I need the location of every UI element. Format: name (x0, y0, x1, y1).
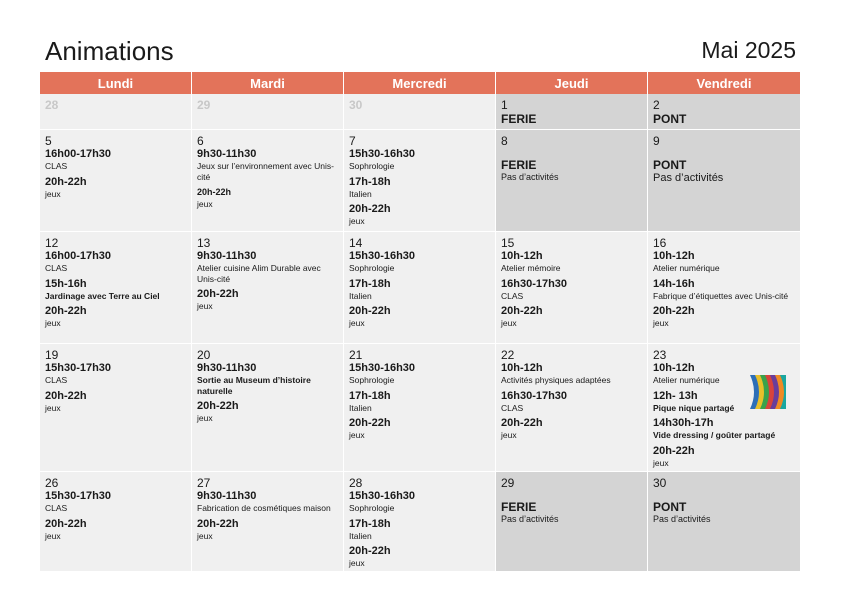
day-cell (344, 232, 496, 344)
day-cell (192, 472, 344, 572)
activity (349, 490, 490, 514)
activity-label: CLAS (45, 375, 68, 385)
activity-label: jeux (45, 318, 61, 328)
activity-label: jeux (349, 558, 365, 568)
activity-time: 9h30-11h30 (197, 250, 257, 262)
activity-label: Sophrologie (349, 161, 395, 171)
day-header: Jeudi (496, 72, 648, 94)
day-header: Mardi (192, 72, 344, 94)
day-status: FERIE (501, 158, 537, 172)
activity (349, 250, 490, 274)
activity-time: 14h-16h (653, 277, 695, 290)
activity-label: Atelier mémoire (501, 263, 561, 273)
activity-time: 9h30-11h30 (197, 148, 257, 160)
day-number: 16 (653, 236, 667, 250)
activity-label: jeux (501, 318, 517, 328)
activity-time: 16h00-17h30 (45, 250, 112, 262)
day-number: 30 (349, 98, 363, 112)
activity (197, 400, 338, 424)
activity-time: 9h30-11h30 (197, 490, 257, 502)
activity (653, 278, 795, 302)
day-cell (496, 130, 648, 232)
activity-label: Fabrique d’étiquettes avec Unis-cité (653, 290, 789, 301)
activity-time: 10h-12h (501, 362, 543, 374)
activity (45, 518, 186, 542)
activity (501, 305, 642, 329)
activity-label: jeux (197, 301, 213, 311)
day-cell (344, 472, 496, 572)
day-number: 27 (197, 476, 211, 490)
activity-label: Italien (349, 530, 372, 541)
day-status: FERIE (501, 500, 537, 514)
activity-label: jeux (653, 457, 669, 468)
spacer (501, 490, 642, 500)
day-note: Pas d’activités (653, 172, 724, 184)
activity (349, 176, 490, 200)
activity-time: 17h-18h (349, 389, 391, 402)
activity (45, 148, 186, 172)
day-cell (40, 94, 192, 130)
activity-label: jeux (653, 318, 669, 328)
day-header: Lundi (40, 72, 192, 94)
activity-time: 15h30-16h30 (349, 148, 416, 160)
activity (349, 518, 490, 542)
activity-time: 16h30-17h30 (501, 277, 568, 290)
spacer (501, 148, 642, 158)
day-status: PONT (653, 158, 687, 172)
day-cell (344, 344, 496, 472)
day-cell (496, 344, 648, 472)
activity (501, 362, 642, 386)
activity-time: 20h-22h (197, 400, 239, 412)
activity-time: 20h-22h (501, 417, 543, 429)
day-number: 15 (501, 236, 515, 250)
activity-time: 17h-18h (349, 517, 391, 530)
activity-time: 20h-22h (653, 444, 695, 457)
spacer (653, 148, 795, 158)
activity-label: Sortie au Museum d’histoire naturelle (197, 375, 311, 396)
day-cell (192, 232, 344, 344)
activity-label: Fabrication de cosmétiques maison (197, 503, 331, 513)
day-cell (40, 232, 192, 344)
activity-label: CLAS (501, 402, 524, 413)
day-cell (40, 130, 192, 232)
activity (197, 362, 338, 396)
activity-time: 17h-18h (349, 277, 391, 290)
activity-label: Italien (349, 188, 372, 199)
activity (349, 545, 490, 569)
day-cell (192, 130, 344, 232)
activity-time: 20h-22h (45, 517, 87, 530)
month-label: Mai 2025 (701, 37, 796, 63)
fabric-image-icon (750, 375, 786, 409)
activity-time: 20h-22h (349, 545, 391, 557)
day-note: Pas d’activités (653, 514, 711, 524)
activity (45, 490, 186, 514)
activity-time: 15h30-17h30 (45, 490, 112, 502)
activity-time: 10h-12h (501, 250, 543, 262)
activity (45, 362, 186, 386)
day-number: 1 (501, 98, 508, 112)
day-number: 9 (653, 134, 660, 148)
activity-label: jeux (349, 216, 365, 226)
activity-label: CLAS (45, 263, 68, 273)
activity-label: Sophrologie (349, 503, 395, 513)
activity-time: 20h-22h (349, 417, 391, 429)
activity (197, 250, 338, 284)
day-number: 19 (45, 348, 59, 362)
day-note: Pas d’activités (501, 172, 559, 182)
day-cell (648, 472, 801, 572)
activity-time: 10h-12h (653, 250, 695, 262)
activity-label: Activités physiques adaptées (501, 375, 611, 385)
activity-label: jeux (45, 188, 61, 199)
activity-label: Italien (349, 402, 372, 413)
day-number: 12 (45, 236, 59, 250)
day-number: 7 (349, 134, 356, 148)
activity (349, 203, 490, 227)
activity (197, 288, 338, 312)
day-header: Mercredi (344, 72, 496, 94)
day-cell (496, 94, 648, 130)
day-number: 8 (501, 134, 508, 148)
day-cell (192, 94, 344, 130)
activity-time: 14h30h-17h (653, 417, 714, 429)
day-number: 30 (653, 476, 667, 490)
day-number: 5 (45, 134, 52, 148)
activity (45, 305, 186, 329)
activity (349, 390, 490, 414)
activity-label: jeux (197, 530, 213, 541)
activity-label: jeux (197, 413, 213, 423)
activity (197, 148, 338, 182)
day-cell (344, 130, 496, 232)
activity-time: 20h-22h (197, 517, 239, 530)
activity-label: jeux (45, 530, 61, 541)
activity (197, 186, 338, 210)
activity (45, 278, 186, 302)
activity-time: 20h-22h (197, 187, 232, 197)
day-number: 6 (197, 134, 204, 148)
spacer (653, 490, 795, 500)
activity (501, 390, 642, 414)
activity (653, 250, 795, 274)
activity-time: 16h30-17h30 (501, 389, 568, 402)
activity-label: Sophrologie (349, 375, 395, 385)
day-status: PONT (653, 112, 687, 126)
activity-time: 20h-22h (45, 175, 87, 188)
activity (45, 390, 186, 414)
day-cell (192, 344, 344, 472)
day-cell (496, 472, 648, 572)
activity (653, 445, 795, 469)
day-cell (40, 344, 192, 472)
activity-label: Pique nique partagé (653, 402, 735, 413)
activity-time: 15h30-16h30 (349, 490, 416, 502)
activity-time: 15h30-17h30 (45, 362, 112, 374)
page-title: Animations (45, 36, 174, 66)
activity (501, 250, 642, 274)
day-cell (344, 94, 496, 130)
activity (197, 490, 338, 514)
activity-label: CLAS (501, 290, 524, 301)
day-number: 23 (653, 348, 667, 362)
day-number: 22 (501, 348, 515, 362)
day-number: 21 (349, 348, 363, 362)
day-number: 29 (501, 476, 515, 490)
day-number: 2 (653, 98, 660, 112)
activity-label: Atelier cuisine Alim Durable avec Unis-cité (197, 263, 321, 284)
activity-time: 9h30-11h30 (197, 362, 257, 374)
activity (349, 305, 490, 329)
activity (45, 176, 186, 200)
activity (349, 148, 490, 172)
activity (349, 362, 490, 386)
activity-label: Atelier numérique (653, 375, 720, 385)
day-cell (648, 232, 801, 344)
day-number: 13 (197, 236, 211, 250)
activity-label: Vide dressing / goûter partagé (653, 430, 776, 440)
activity-time: 20h-22h (197, 288, 239, 300)
activity-time: 20h-22h (501, 305, 543, 317)
activity-time: 15h30-16h30 (349, 362, 416, 374)
activity-label: Atelier numérique (653, 263, 720, 273)
activity-time: 20h-22h (653, 305, 695, 317)
day-number: 20 (197, 348, 211, 362)
activity-label: jeux (349, 318, 365, 328)
activity (349, 278, 490, 302)
activity (501, 278, 642, 302)
calendar-grid (40, 72, 801, 572)
activity-label: CLAS (45, 161, 68, 171)
day-number: 28 (45, 98, 59, 112)
activity-label: Jeux sur l’environnement avec Unis-cité (197, 161, 335, 182)
day-number: 14 (349, 236, 363, 250)
day-cell (40, 472, 192, 572)
activity-label: jeux (197, 199, 213, 209)
day-cell (496, 232, 648, 344)
day-number: 29 (197, 98, 211, 112)
activity-label: jeux (349, 430, 365, 440)
day-header: Vendredi (648, 72, 801, 94)
activity-label: Jardinage avec Terre au Ciel (45, 290, 160, 301)
activity (45, 250, 186, 274)
activity-label: CLAS (45, 503, 68, 513)
activity-time: 20h-22h (349, 305, 391, 317)
activity (653, 305, 795, 329)
activity (501, 417, 642, 441)
activity-time: 15h30-16h30 (349, 250, 416, 262)
day-cell (648, 344, 801, 472)
activity (653, 417, 795, 441)
activity (349, 417, 490, 441)
activity (197, 518, 338, 542)
activity-label: jeux (45, 402, 61, 413)
activity-time: 20h-22h (349, 203, 391, 215)
activity-time: 20h-22h (45, 389, 87, 402)
day-number: 28 (349, 476, 363, 490)
day-cell (648, 94, 801, 130)
activity-time: 20h-22h (45, 305, 87, 317)
day-number: 26 (45, 476, 59, 490)
day-cell (648, 130, 801, 232)
day-status: PONT (653, 500, 687, 514)
day-note: Pas d’activités (501, 514, 559, 524)
activity-time: 16h00-17h30 (45, 148, 112, 160)
activity-label: Sophrologie (349, 263, 395, 273)
activity-label: jeux (501, 430, 517, 440)
activity-time: 15h-16h (45, 277, 87, 290)
activity-time: 17h-18h (349, 175, 391, 188)
activity-label: Italien (349, 290, 372, 301)
day-status: FERIE (501, 112, 537, 126)
activity-time: 12h- 13h (653, 389, 698, 402)
activity-time: 10h-12h (653, 362, 695, 374)
